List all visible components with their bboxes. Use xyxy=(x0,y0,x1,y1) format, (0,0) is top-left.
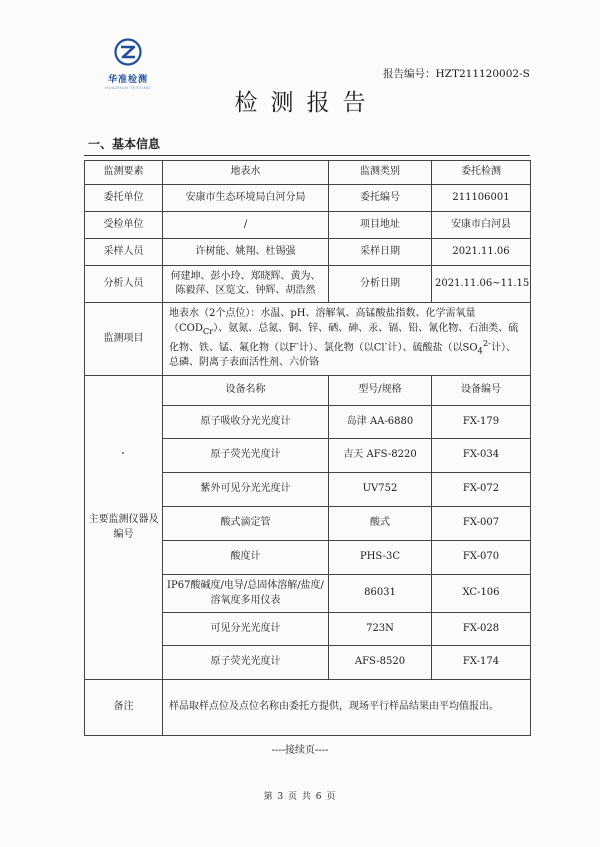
continued-note: ----接续页---- xyxy=(271,745,329,756)
cell-value: 地表水 xyxy=(163,161,329,185)
instrument-model: 岛津 AA-6880 xyxy=(329,406,432,439)
instrument-model: 吉天 AFS-8220 xyxy=(329,439,432,473)
instrument-id: FX-072 xyxy=(432,473,531,507)
cell-label: 项目地址 xyxy=(329,212,432,239)
cell-label: 分析人员 xyxy=(85,266,163,303)
cell-label: 监测类别 xyxy=(329,161,432,185)
table-row xyxy=(85,185,531,212)
instrument-name: 紫外可见分光光度计 xyxy=(163,473,329,507)
section-divider xyxy=(84,155,530,156)
instrument-id: FX-007 xyxy=(432,507,531,541)
instrument-id: FX-070 xyxy=(432,541,531,575)
table-row xyxy=(85,376,531,406)
cell-value: 2021.11.06~11.15 xyxy=(432,266,531,303)
cell-label: 监测要素 xyxy=(85,161,163,185)
column-header: 设备编号 xyxy=(432,376,531,406)
instrument-name: 酸度计 xyxy=(163,541,329,575)
remark-text: 样品取样点位及点位名称由委托方提供，现场平行样品结果由平均值报出。 xyxy=(163,680,531,736)
basic-info-table xyxy=(84,160,531,736)
column-header: 设备名称 xyxy=(163,376,329,406)
cell-value: / xyxy=(163,212,329,239)
cell-label: 主要监测仪器及编号 xyxy=(85,376,163,680)
cell-label: 分析日期 xyxy=(329,266,432,303)
cell-label: 委托编号 xyxy=(329,185,432,212)
table-row xyxy=(85,303,531,376)
instrument-model: AFS-8520 xyxy=(329,646,432,680)
instrument-model: 723N xyxy=(329,613,432,646)
company-logo-mark xyxy=(114,38,142,66)
instrument-id: XC-106 xyxy=(432,575,531,613)
instrument-id: FX-028 xyxy=(432,613,531,646)
instrument-name: 原子荧光光度计 xyxy=(163,439,329,473)
instrument-id: FX-034 xyxy=(432,439,531,473)
stray-mark xyxy=(122,452,124,454)
instrument-name: 酸式滴定管 xyxy=(163,507,329,541)
table-row xyxy=(85,212,531,239)
report-number: 报告编号：HZT211120002-S xyxy=(383,68,530,80)
monitoring-items: 地表水（2个点位）：水温、pH、溶解氧、高锰酸盐指数、化学需氧量$(COD_{Cr})$、氨氮、总氮、铜、锌、硒、砷、汞、镉、铅、氰化物、石油类、硫化物、铁、锰、氟化物（以F-计）、氯化物（以Cl-计）、硫酸盐（以$SO_4^{2-}$计）、总磷、阴离子表面活性剂、六价铬 xyxy=(163,303,531,376)
instrument-model: UV752 xyxy=(329,473,432,507)
cell-value: 许树能、姚翔、杜锡强 xyxy=(163,239,329,266)
section-title: 一、基本信息 xyxy=(88,137,161,151)
instrument-id: FX-174 xyxy=(432,646,531,680)
cell-label: 备注 xyxy=(85,680,163,736)
logo-english-name: HUAZHUN TESTING xyxy=(105,85,151,90)
logo-name: 华准检测 xyxy=(107,75,148,85)
table-row xyxy=(85,239,531,266)
cell-value: 安康市生态环境局白河分局 xyxy=(163,185,329,212)
table-row xyxy=(85,680,531,736)
column-header: 型号/规格 xyxy=(329,376,432,406)
instrument-model: PHS-3C xyxy=(329,541,432,575)
cell-value: 211106001 xyxy=(432,185,531,212)
instrument-name: 可见分光光度计 xyxy=(163,613,329,646)
cell-label: 采样日期 xyxy=(329,239,432,266)
instrument-model: 86031 xyxy=(329,575,432,613)
cell-value: 安康市白河县 xyxy=(432,212,531,239)
company-logo xyxy=(100,38,156,90)
page-number: 第 3 页 共 6 页 xyxy=(263,792,337,802)
instrument-id: FX-179 xyxy=(432,406,531,439)
cell-label: 受检单位 xyxy=(85,212,163,239)
instrument-model: 酸式 xyxy=(329,507,432,541)
cell-label: 采样人员 xyxy=(85,239,163,266)
instrument-name: IP67酸碱度/电导/总固体溶解/盐度/溶氧度多用仪表 xyxy=(163,575,329,613)
cell-value: 委托检测 xyxy=(432,161,531,185)
table-row xyxy=(85,161,531,185)
table-row xyxy=(85,266,531,303)
instrument-name: 原子吸收分光光度计 xyxy=(163,406,329,439)
instrument-name: 原子荧光光度计 xyxy=(163,646,329,680)
cell-value: 2021.11.06 xyxy=(432,239,531,266)
cell-label: 监测项目 xyxy=(85,303,163,376)
page-title: 检测报告 xyxy=(234,90,379,116)
cell-label: 委托单位 xyxy=(85,185,163,212)
cell-value: 何建坤、彭小玲、郑晓辉、黄为、陈毅萍、区览文、钟辉、胡浩然 xyxy=(163,266,329,303)
